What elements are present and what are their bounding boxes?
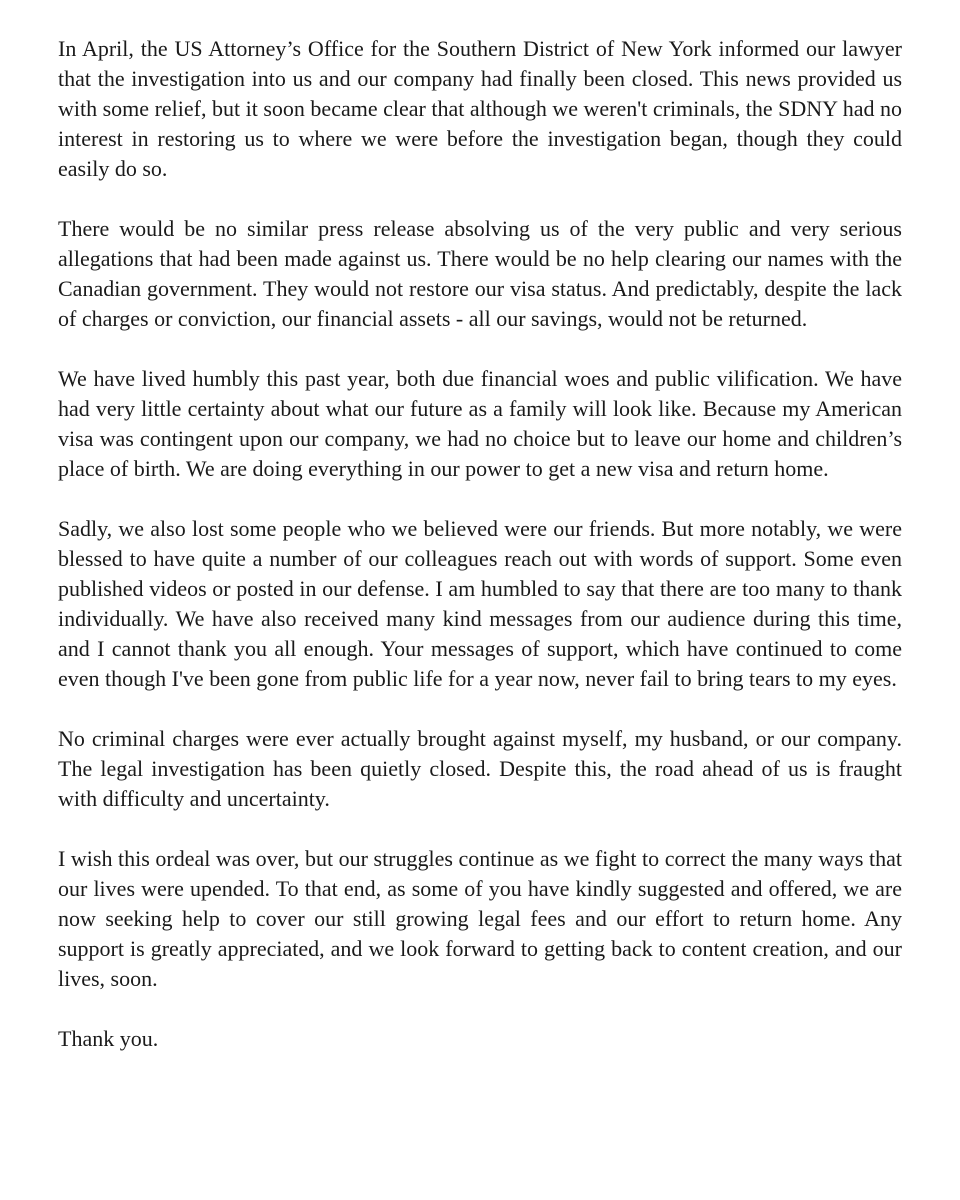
paragraph-thank-you: Thank you. <box>58 1026 159 1051</box>
paragraph-investigation-closed: In April, the US Attorney’s Office for the Southern District of New York informed our lawyer that the investigation into us and our company had finally been closed. This news provided us with some relief, but it soon became clear that although we weren't criminals, the SDNY had no interest in restoring us to where we were before the investigation began, though they could easily do so. <box>58 36 902 181</box>
paragraph-seeking-help: I wish this ordeal was over, but our struggles continue as we fight to correct the many ways that our lives were upended. To that end, as some of you have kindly suggested and offered, we are now seeking help to cover our still growing legal fees and our effort to return home. Any support is greatly appreciated, and we look forward to getting back to content creation, and our lives, soon. <box>58 846 902 991</box>
paragraph-no-criminal-charges: No criminal charges were ever actually brought against myself, my husband, or our company. The legal investigation has been quietly closed. Despite this, the road ahead of us is fraught with difficulty and uncertainty. <box>58 726 902 811</box>
paragraph-lived-humbly: We have lived humbly this past year, both due financial woes and public vilification. We have had very little certainty about what our future as a family will look like. Because my American visa was contingent upon our company, we had no choice but to leave our home and children’s place of birth. We are doing everything in our power to get a new visa and return home. <box>58 366 902 481</box>
paragraph-support-messages: Sadly, we also lost some people who we believed were our friends. But more notably, we were blessed to have quite a number of our colleagues reach out with words of support. Some even published videos or posted in our defense. I am humbled to say that there are too many to thank individually. We have also received many kind messages from our audience during this time, and I cannot thank you all enough. Your messages of support, which have continued to come even though I've been gone from public life for a year now, never fail to bring tears to my eyes. <box>58 516 902 691</box>
paragraph-no-press-release: There would be no similar press release absolving us of the very public and very serious allegations that had been made against us. There would be no help clearing our names with the Canadian government. They would not restore our visa status. And predictably, despite the lack of charges or conviction, our financial assets - all our savings, would not be returned. <box>58 216 902 331</box>
